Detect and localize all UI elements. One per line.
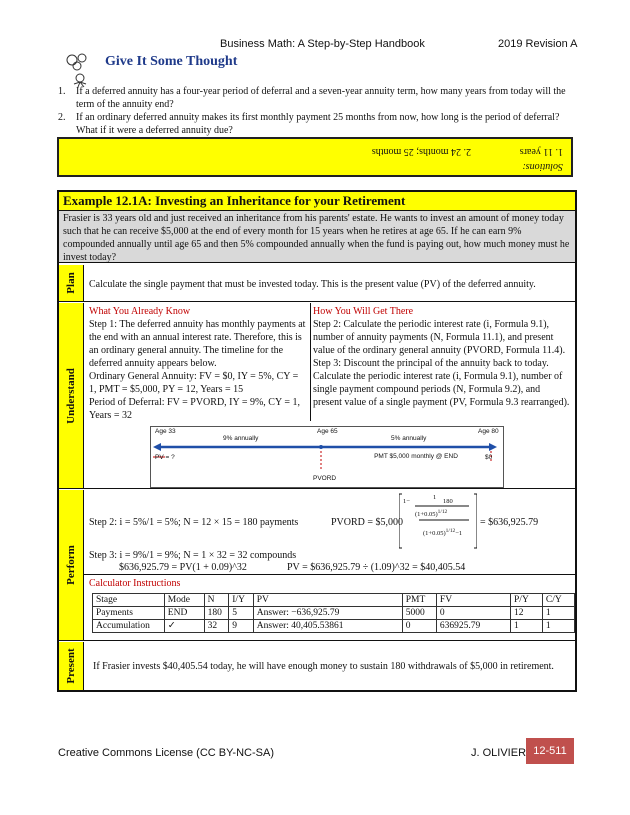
table-cell: Accumulation xyxy=(93,620,165,633)
there-column xyxy=(313,305,571,409)
table-cell: Answer: 40,405.53861 xyxy=(253,620,402,633)
solution-1: 1. 11 years xyxy=(519,146,563,157)
table-row xyxy=(93,607,575,620)
there-step2: Step 2: Calculate the periodic interest rate (i, Formula 9.1), number of annuity payments (N, Formula 11.1), and present value of the ordinary general annuity (PVORD, Formula 11.4). xyxy=(313,319,566,356)
solutions-box xyxy=(57,137,573,177)
table-cell: P/Y xyxy=(511,594,543,607)
question-text: If an ordinary deferred annuity makes its first monthly payment 25 months from now, how long is the period of deferral? What if it were a deferred annuity due? xyxy=(76,112,560,136)
question-number: 2. xyxy=(58,112,66,123)
table-cell: 1 xyxy=(542,607,574,620)
pvord-result: = $636,925.79 xyxy=(480,517,539,528)
table-cell: 180 xyxy=(204,607,229,620)
table-cell: 9 xyxy=(229,620,253,633)
timeline-zero: $0 xyxy=(485,454,493,461)
pvord-equation: PVORD = $5,000 xyxy=(331,517,404,528)
author-name: J. OLIVIER xyxy=(471,747,527,759)
thinker-icon xyxy=(60,50,98,88)
page-number-badge: 12-511 xyxy=(526,738,574,764)
license-text: Creative Commons License (CC BY-NC-SA) xyxy=(58,747,274,759)
table-cell: ✓ xyxy=(164,620,204,633)
table-cell: 12 xyxy=(511,607,543,620)
know-column xyxy=(89,305,307,422)
table-cell: 5 xyxy=(229,607,253,620)
table-cell: C/Y xyxy=(542,594,574,607)
timeline-age33: Age 33 xyxy=(155,428,176,435)
table-cell: Payments xyxy=(93,607,165,620)
question-list xyxy=(58,85,574,137)
table-cell: 1 xyxy=(511,620,543,633)
example-frame: Example 12.1A: Investing an Inheritance for your Retirement Frasier is 33 years old and just received an inheritance from his parents' estate. He wants to invest an amount of money today such that he can receive $5,000 at the end of every month for 15 years when he retires at age 65. If he can earn 9% compounded annually until age 65 and then 5% compounded annually when the fund is paying out, how much money must he invest today? Plan Calculate the single payment that must be invested today. This is the present value (PV) of the deferred annuity. Understand What You Already Know Step 1: The deferred annuity has monthly payments at the end with an annual interest rate. Therefore, this is an ordinary general annuity. The timeline for the deferred annuity appears below. Ordinary General Annuity: FV = $0, IY = 5%, CY = 1, PMT = $5,000, PY = 12, Years = 15 Period of Deferral: FV = PVORD, IY = 9%, CY = 1, Years = 32 How You Will Get There Step 2: Calculate the periodic interest rate (i, Formula 9.1), number of annuity payments (N, Formula 11.1), and present value of the ordinary general annuity (PVORD, Formula 11.4). Step 3: Discount the principal of the annuity back to today. Calculate the periodic interest rate (i, Formula 9.1), number of single payment compound periods (N, Formula 9.2), and present value of a single payment (PV, Formula 9.3 rearranged). Age 33 Age 65 Age 80 9% annually 5% annually PV = ? PMT $5,000 monthly @ END $0 PVORD Perform Step 2: i = 5%/1 = 5%; N = 12 × 15 = 180 payments PVORD = $5,000 1− 1 $(1+0.05)^{1/12}$ 180 $(1+0.05)^{1/12}-1$ = $636,925.79 Step 3: i = 9%/1 = 9%; N = 1 × 32 = 32 compounds $636,925.79 = PV(1 + 0.09)^32 PV = $636,925.79 ÷ (1.09)^32 = $40,405.54 Calculator Instructions Stage Mode N I/Y PV PMT FV P/Y C/Y Payments END 180 5 Answer: −636,925.79 5000 0 12 1 Accumulation ✓ 32 9 Answer: 40,405.53861 0 636925.79 1 1 Present If Frasier invests $40,405.54 today, he will have enough money to sustain 180 withdrawals of $5,000 in retirement. xyxy=(57,190,577,692)
perform-label: Perform xyxy=(59,490,84,640)
question-item xyxy=(58,85,574,111)
timeline-rate2: 5% annually xyxy=(391,435,427,442)
timeline-age80: Age 80 xyxy=(478,428,499,435)
there-step3: Step 3: Discount the principal of the annuity back to today. Calculate the periodic interest rate (i, Formula 9.1), number of single payment compound periods (N, Formula 9.2), and present value of a single payment (PV, Formula 9.3 rearranged). xyxy=(313,358,570,408)
present-text: If Frasier invests $40,405.54 today, he will have enough money to sustain 180 withdrawals of $5,000 in retirement. xyxy=(93,661,554,672)
solution-2: 2. 24 months; 25 months xyxy=(371,146,471,157)
solutions-label: Solutions: xyxy=(522,161,563,172)
plan-text: Calculate the single payment that must be invested today. This is the present value (PV) of the deferred annuity. xyxy=(89,279,536,290)
table-header-row xyxy=(93,594,575,607)
table-cell: FV xyxy=(436,594,510,607)
know-deferral: Period of Deferral: FV = PVORD, IY = 9%, CY = 1, Years = 32 xyxy=(89,397,300,421)
plan-label: Plan xyxy=(59,265,84,301)
table-cell: Answer: −636,925.79 xyxy=(253,607,402,620)
table-cell: 32 xyxy=(204,620,229,633)
table-cell: 0 xyxy=(436,607,510,620)
present-label: Present xyxy=(59,642,84,690)
timeline-rate1: 9% annually xyxy=(223,435,259,442)
table-cell: 636925.79 xyxy=(436,620,510,633)
question-number: 1. xyxy=(58,86,66,97)
calculator-title: Calculator Instructions xyxy=(89,578,181,589)
revision-label: 2019 Revision A xyxy=(498,38,578,50)
pvord-formula-graphic xyxy=(399,490,477,552)
thought-title: Give It Some Thought xyxy=(105,54,238,69)
timeline-age65: Age 65 xyxy=(317,428,338,435)
understand-label: Understand xyxy=(59,303,84,488)
table-row xyxy=(93,620,575,633)
table-cell: 5000 xyxy=(402,607,436,620)
table-cell: Mode xyxy=(164,594,204,607)
step3-equation-2: PV = $636,925.79 ÷ (1.09)^32 = $40,405.54 xyxy=(287,562,466,573)
example-title: Example 12.1A: Investing an Inheritance for your Retirement xyxy=(63,193,406,208)
table-cell: 1 xyxy=(542,620,574,633)
timeline-pv: PV = ? xyxy=(155,454,175,461)
table-cell: END xyxy=(164,607,204,620)
know-oga: Ordinary General Annuity: FV = $0, IY = 5%, CY = 1, PMT = $5,000, PY = 12, Years = 15 xyxy=(89,371,299,395)
table-cell: I/Y xyxy=(229,594,253,607)
step2-text: Step 2: i = 5%/1 = 5%; N = 12 × 15 = 180 payments xyxy=(89,517,299,528)
table-cell: 0 xyxy=(402,620,436,633)
there-title: How You Will Get There xyxy=(313,306,414,317)
question-text: If a deferred annuity has a four-year period of deferral and a seven-year annuity term, how many years from today will the term of the annuity end? xyxy=(76,86,566,110)
step3-equation-1: $636,925.79 = PV(1 + 0.09)^32 xyxy=(119,562,247,573)
know-step1: Step 1: The deferred annuity has monthly payments at the end with an annual interest rate. Therefore, this is an ordinary general annuity. The timeline for the deferred annuity appears below. xyxy=(89,319,306,369)
book-title: Business Math: A Step-by-Step Handbook xyxy=(220,38,425,50)
step3-text: Step 3: i = 9%/1 = 9%; N = 1 × 32 = 32 compounds xyxy=(89,550,297,561)
table-cell: Stage xyxy=(93,594,165,607)
calculator-table xyxy=(92,593,575,633)
know-title: What You Already Know xyxy=(89,306,191,317)
example-intro: Frasier is 33 years old and just received an inheritance from his parents' estate. He wants to invest an amount of money today such that he can receive $5,000 at the end of every month for 15 years when he retires at age 65. If he can earn 9% compounded annually until age 65 and then 5% compounded annually when the fund is paying out, how much money must he invest today? xyxy=(59,211,575,263)
timeline-pmt: PMT $5,000 monthly @ END xyxy=(374,453,458,460)
table-cell: N xyxy=(204,594,229,607)
example-title-bar xyxy=(59,192,575,211)
table-cell: PMT xyxy=(402,594,436,607)
question-item xyxy=(58,111,574,137)
table-cell: PV xyxy=(253,594,402,607)
timeline-pvord: PVORD xyxy=(313,475,337,482)
timeline-diagram xyxy=(150,426,504,488)
